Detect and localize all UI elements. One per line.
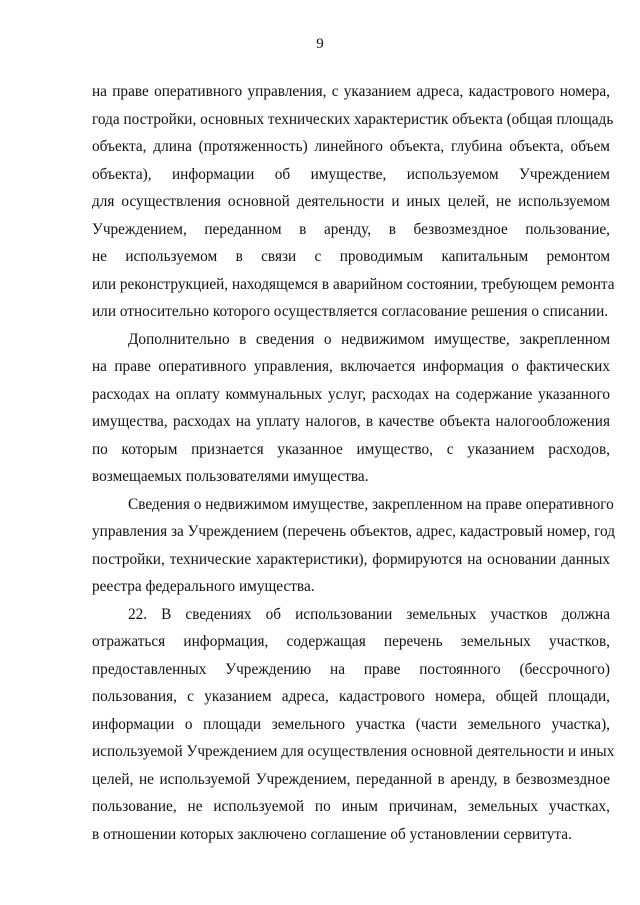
text-line: для осуществления основной деятельности и иных целей, не используемом (92, 193, 610, 210)
text-line: Учреждением, переданном в аренду, в безвозмездное пользование, (92, 220, 610, 238)
text-line: объекта, длина (протяженность) линейного объекта, глубина объекта, объем (92, 138, 610, 155)
text-line: постройки, технические характеристики), формируются на основании данных (92, 550, 610, 568)
text-line: управления за Учреждением (перечень объектов, адрес, кадастровый номер, год (92, 523, 616, 540)
text-line: Дополнительно в сведения о недвижимом имуществе, закрепленном (128, 330, 610, 348)
paragraph-item-22-land-plots (92, 601, 615, 849)
text-line: не используемом в связи с проводимым капитальным ремонтом (92, 248, 610, 265)
text-line: года постройки, основных технических характеристик объекта (общая площадь (92, 110, 614, 128)
paragraph-continuation (92, 78, 615, 326)
page-number: 9 (316, 36, 324, 52)
paragraph-real-estate-registry (92, 491, 616, 601)
document-body (92, 78, 616, 848)
text-line: возмещаемых пользователями имущества. (92, 468, 369, 485)
text-line: или реконструкцией, находящемся в аварийном состоянии, требующем ремонта (92, 275, 615, 293)
text-line: используемой Учреждением для осуществления основной деятельности и иных (92, 743, 615, 760)
text-line: реестра федерального имущества. (92, 578, 315, 595)
text-line: пользование, не используемой по иным причинам, земельных участках, (92, 798, 610, 815)
text-line: отражаться информация, содержащая перечень земельных участков, (92, 633, 610, 650)
text-line: имущества, расходах на уплату налогов, в качестве объекта налогообложения (92, 413, 610, 430)
text-line: предоставленных Учреждению на праве постоянного (бессрочного) (92, 660, 610, 678)
text-line: на праве оперативного управления, включается информация о фактических (92, 358, 610, 375)
text-line: в отношении которых заключено соглашение об установлении сервитута. (92, 825, 572, 843)
text-line: объекта), информации об имуществе, используемом Учреждением (92, 165, 610, 183)
text-line: пользования, с указанием адреса, кадастрового номера, общей площади, (92, 688, 610, 705)
text-line: 22. В сведениях об использовании земельных участков должна (128, 605, 610, 623)
text-line: Сведения о недвижимом имуществе, закрепленном на праве оперативного (128, 495, 614, 513)
paragraph-additional-info (92, 326, 610, 491)
text-line: на праве оперативного управления, с указанием адреса, кадастрового номера, (92, 83, 610, 100)
text-line: информации о площади земельного участка (части земельного участка), (92, 715, 610, 733)
text-line: или относительно которого осуществляется согласование решения о списании. (92, 303, 609, 320)
text-line: по которым признается указанное имущество, с указанием расходов, (92, 440, 610, 458)
text-line: целей, не используемой Учреждением, переданной в аренду, в безвозмездное (92, 770, 610, 788)
text-line: расходах на оплату коммунальных услуг, расходах на содержание указанного (92, 385, 610, 403)
